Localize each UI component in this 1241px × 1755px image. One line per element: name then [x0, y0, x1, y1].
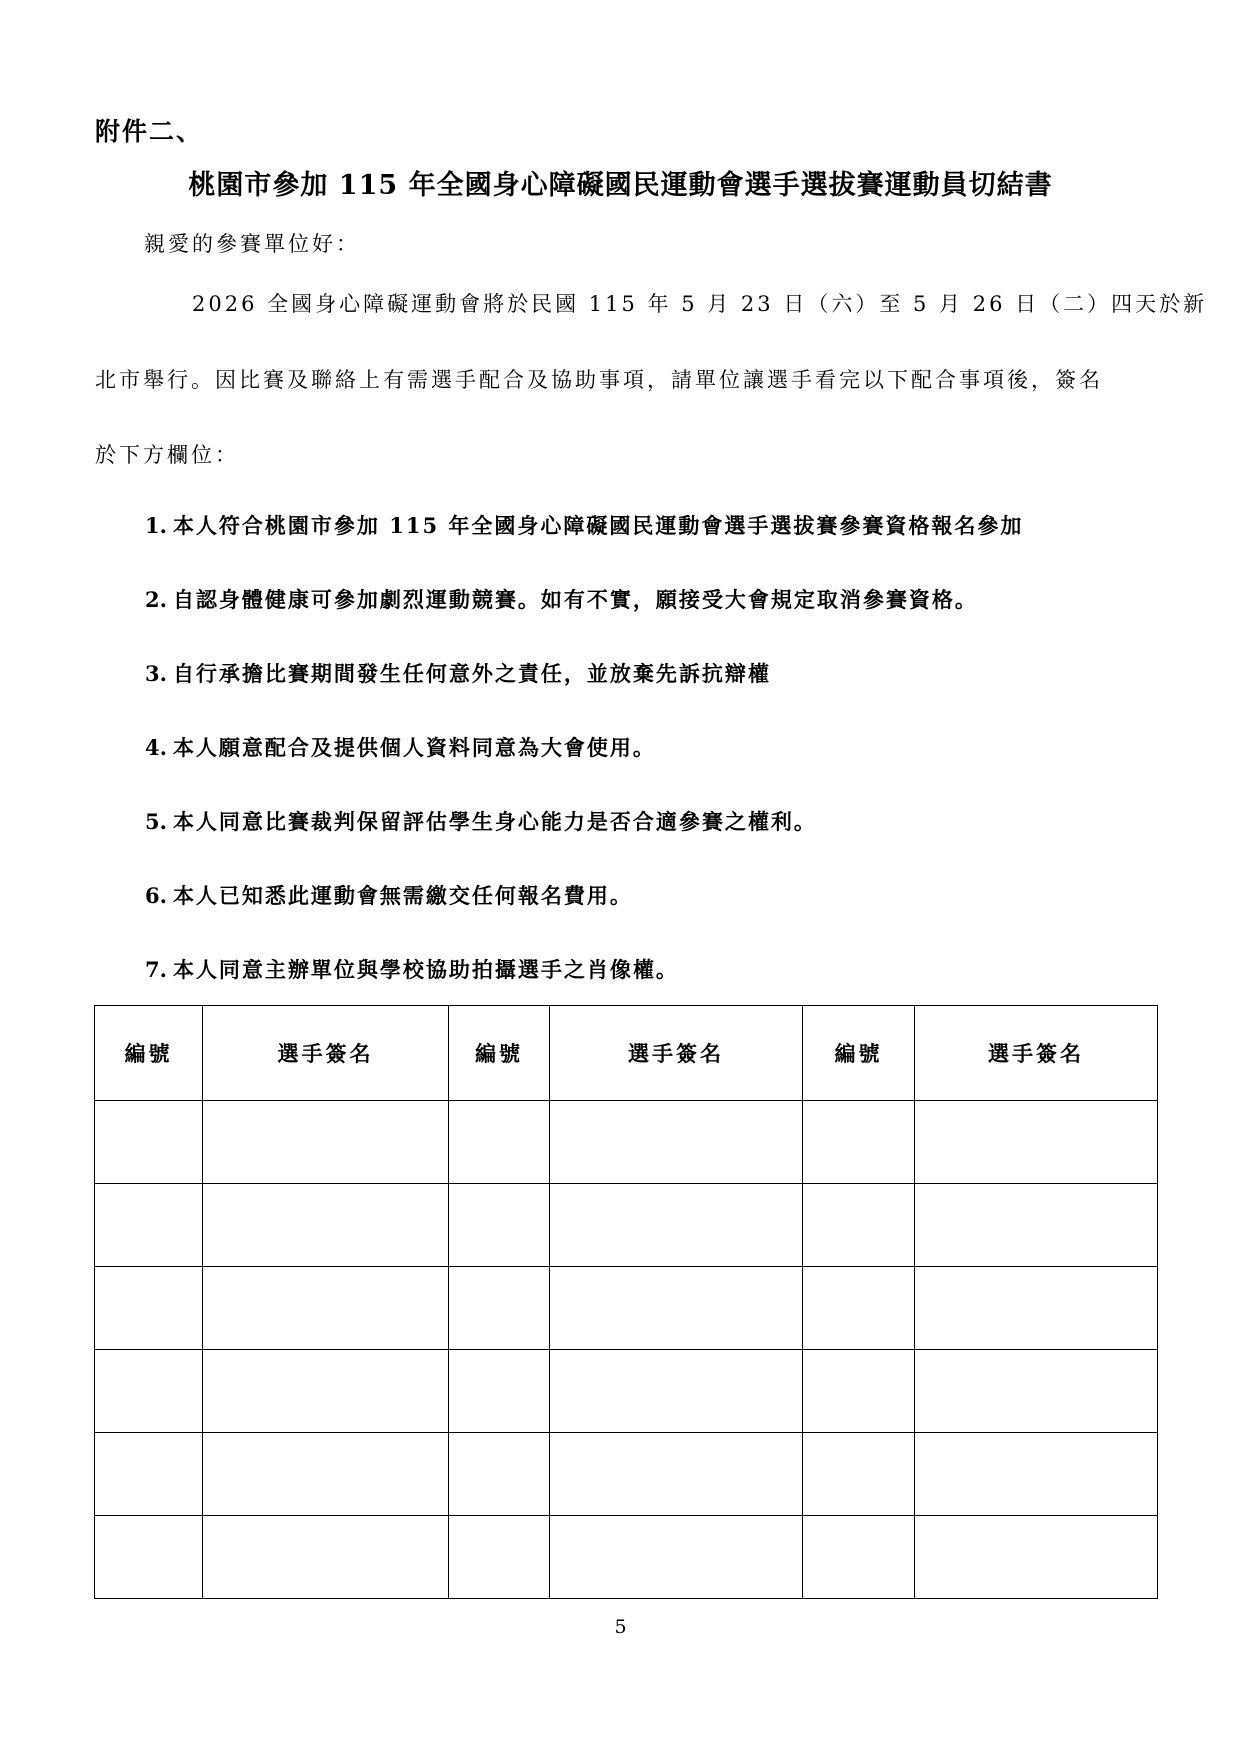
list-item: [145, 658, 771, 688]
page-number: 5: [614, 1616, 627, 1638]
header-number: 編號: [803, 1006, 915, 1101]
table-row: [95, 1433, 1158, 1516]
header-signature: 選手簽名: [203, 1006, 449, 1101]
list-item-text: 本人同意主辦單位與學校協助拍攝選手之肖像權。: [172, 957, 679, 982]
number-cell[interactable]: [449, 1101, 550, 1184]
signature-cell[interactable]: [203, 1267, 449, 1350]
list-item-number: 5.: [145, 809, 167, 834]
list-item-text: 本人願意配合及提供個人資料同意為大會使用。: [172, 735, 656, 760]
signature-cell[interactable]: [203, 1101, 449, 1184]
table-row: [95, 1101, 1158, 1184]
list-item: [145, 954, 679, 984]
number-cell[interactable]: [803, 1184, 915, 1267]
number-cell[interactable]: [95, 1350, 203, 1433]
number-cell[interactable]: [449, 1350, 550, 1433]
number-cell[interactable]: [95, 1516, 203, 1599]
table-header-row: [95, 1006, 1158, 1101]
signature-cell[interactable]: [203, 1516, 449, 1599]
signature-cell[interactable]: [915, 1267, 1158, 1350]
signature-cell[interactable]: [203, 1433, 449, 1516]
header-number: 編號: [449, 1006, 550, 1101]
number-cell[interactable]: [95, 1433, 203, 1516]
list-item: [145, 584, 978, 614]
list-item-text: 本人符合桃園市參加 115 年全國身心障礙國民運動會選手選拔賽參賽資格報名參加: [172, 513, 1024, 538]
list-item-text: 本人已知悉此運動會無需繳交任何報名費用。: [172, 883, 633, 908]
number-cell[interactable]: [95, 1101, 203, 1184]
signature-cell[interactable]: [915, 1433, 1158, 1516]
number-cell[interactable]: [95, 1184, 203, 1267]
table-row: [95, 1516, 1158, 1599]
list-item-number: 2.: [145, 587, 167, 612]
table-row: [95, 1350, 1158, 1433]
list-item: [145, 510, 1023, 540]
list-item: [145, 732, 656, 762]
number-cell[interactable]: [803, 1350, 915, 1433]
header-number: 編號: [95, 1006, 203, 1101]
document-title: 桃園市參加 115 年全國身心障礙國民運動會選手選拔賽運動員切結書: [188, 170, 1053, 201]
number-cell[interactable]: [449, 1516, 550, 1599]
number-cell[interactable]: [803, 1516, 915, 1599]
greeting: 親愛的參賽單位好：: [144, 232, 360, 256]
list-item-number: 6.: [145, 883, 167, 908]
number-cell[interactable]: [449, 1267, 550, 1350]
list-item-text: 自行承擔比賽期間發生任何意外之責任，並放棄先訴抗辯權: [172, 661, 771, 686]
signature-cell[interactable]: [915, 1101, 1158, 1184]
signature-cell[interactable]: [915, 1350, 1158, 1433]
number-cell[interactable]: [449, 1184, 550, 1267]
signature-cell[interactable]: [550, 1433, 803, 1516]
signature-cell[interactable]: [550, 1184, 803, 1267]
list-item-text: 本人同意比賽裁判保留評估學生身心能力是否合適參賽之權利。: [172, 809, 817, 834]
header-signature: 選手簽名: [550, 1006, 803, 1101]
list-item: [145, 806, 817, 836]
number-cell[interactable]: [803, 1267, 915, 1350]
signature-cell[interactable]: [915, 1516, 1158, 1599]
header-signature: 選手簽名: [915, 1006, 1158, 1101]
signature-table: [94, 1005, 1158, 1599]
signature-cell[interactable]: [550, 1267, 803, 1350]
signature-cell[interactable]: [203, 1184, 449, 1267]
signature-cell[interactable]: [550, 1101, 803, 1184]
list-item-number: 3.: [145, 661, 167, 686]
list-item: [145, 880, 633, 910]
intro-line-2: 北市舉行。因比賽及聯絡上有需選手配合及協助事項，請單位讓選手看完以下配合事項後，簽名: [95, 368, 1103, 392]
signature-cell[interactable]: [550, 1516, 803, 1599]
number-cell[interactable]: [449, 1433, 550, 1516]
number-cell[interactable]: [95, 1267, 203, 1350]
signature-cell[interactable]: [915, 1184, 1158, 1267]
intro-line-3: 於下方欄位：: [95, 443, 239, 467]
annex-label: 附件二、: [95, 117, 204, 146]
list-item-number: 4.: [145, 735, 167, 760]
number-cell[interactable]: [803, 1101, 915, 1184]
list-item-text: 自認身體健康可參加劇烈運動競賽。如有不實，願接受大會規定取消參賽資格。: [172, 587, 978, 612]
list-item-number: 7.: [145, 957, 167, 982]
signature-cell[interactable]: [550, 1350, 803, 1433]
signature-cell[interactable]: [203, 1350, 449, 1433]
table-row: [95, 1267, 1158, 1350]
table-row: [95, 1184, 1158, 1267]
signature-rows: [95, 1101, 1158, 1599]
number-cell[interactable]: [803, 1433, 915, 1516]
list-item-number: 1.: [145, 513, 167, 538]
intro-line-1: 2026 全國身心障礙運動會將於民國 115 年 5 月 23 日（六）至 5 月 26 日（二）四天於新: [192, 292, 1208, 316]
